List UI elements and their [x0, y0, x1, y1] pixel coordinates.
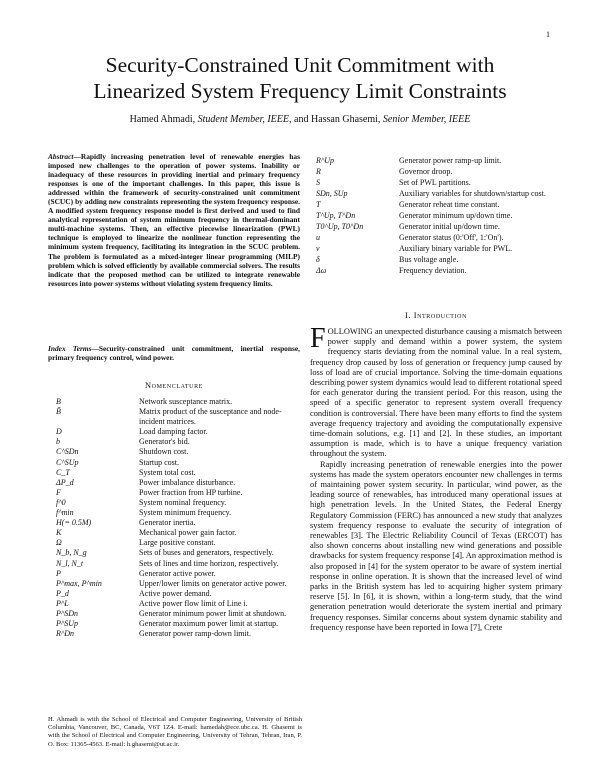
nomenclature-description: Matrix product of the susceptance and node-incident matrices. — [139, 407, 282, 427]
nomenclature-symbol: T^Up, T^Dn — [316, 211, 356, 220]
nomenclature-entry — [56, 508, 304, 518]
nomenclature-entry — [316, 177, 566, 188]
nomenclature-description: Load damping factor. — [139, 427, 208, 437]
nomenclature-entry — [316, 232, 566, 243]
nomenclature-symbol: P_d — [56, 588, 69, 598]
nomenclature-description: Generator initial up/down time. — [399, 222, 500, 231]
nomenclature-entry — [56, 458, 304, 468]
author-line — [40, 114, 560, 125]
index-terms — [48, 344, 300, 362]
nomenclature-description: Startup cost. — [139, 457, 179, 467]
author-1-role: Student Member, IEEE, — [197, 114, 292, 125]
nomenclature-symbol: F — [56, 487, 61, 497]
title-line-2: Linearized System Frequency Limit Constraints — [93, 79, 507, 103]
nomenclature-description: Auxiliary variables for shutdown/startup cost. — [399, 189, 546, 198]
nomenclature-entry — [316, 254, 566, 265]
nomenclature-description: Frequency deviation. — [399, 266, 467, 275]
nomenclature-entry — [56, 407, 304, 427]
nomenclature-description: Generator minimum power limit at shutdown. — [139, 608, 287, 618]
nomenclature-entry — [56, 559, 304, 569]
nomenclature-symbol: Δω — [316, 266, 327, 275]
nomenclature-symbol: C_T — [56, 467, 70, 477]
page-number: 1 — [546, 30, 550, 39]
nomenclature-symbol: C^SUp — [56, 457, 79, 467]
nomenclature-description: Generator maximum power limit at startup. — [139, 619, 279, 629]
nomenclature-symbol: S — [316, 178, 320, 187]
nomenclature-description: System nominal frequency. — [139, 497, 227, 507]
nomenclature-entry — [56, 468, 304, 478]
nomenclature-entry — [56, 447, 304, 457]
index-terms-text: —Security-constrained unit commitment, inertial response, primary frequency control, wind power. — [48, 344, 300, 363]
author-2-role: Senior Member, IEEE — [382, 114, 471, 125]
nomenclature-description: Generator reheat time constant. — [399, 200, 500, 209]
nomenclature-symbol: u — [316, 233, 320, 242]
nomenclature-description: Mechanical power gain factor. — [139, 528, 237, 538]
nomenclature-entry — [316, 265, 566, 276]
index-terms-lead: Index Terms — [48, 344, 92, 353]
author-2: Hassan Ghasemi, — [310, 114, 381, 125]
nomenclature-entry — [56, 569, 304, 579]
nomenclature-symbol: R — [316, 167, 321, 176]
nomenclature-symbol: Ω — [56, 538, 62, 548]
nomenclature-description: Generator inertia. — [139, 518, 196, 528]
nomenclature-symbol: H(= 0.5M) — [56, 518, 92, 528]
nomenclature-description: Generator's bid. — [139, 437, 190, 447]
nomenclature-entry — [316, 210, 566, 221]
nomenclature-symbol: ΔP_d — [56, 477, 74, 487]
nomenclature-description: System total cost. — [139, 467, 196, 477]
nomenclature-symbol: B — [56, 397, 61, 406]
nomenclature-description: Governor droop. — [399, 167, 453, 176]
nomenclature-description: Large positive constant. — [139, 538, 216, 548]
author-and: and — [294, 114, 309, 125]
nomenclature-list-right — [316, 155, 566, 276]
drop-cap: F — [310, 323, 326, 354]
nomenclature-description: System minimum frequency. — [139, 508, 232, 518]
nomenclature-entry — [56, 437, 304, 447]
nomenclature-symbol: δ — [316, 255, 320, 264]
nomenclature-description: Bus voltage angle. — [399, 255, 459, 264]
nomenclature-symbol: P^SDn — [56, 608, 79, 618]
nomenclature-symbol: SDn, SUp — [316, 189, 348, 198]
nomenclature-entry — [316, 188, 566, 199]
abstract-text: —Rapidly increasing penetration level of renewable energies has imposed new challenges to the operation of power systems. Inability or inadequacy of these resources in providing inertial and primary frequency responses is one of the important challenges. In this paper, this issue is addressed within the framework of security-constrained unit commitment (SCUC) by adding new constraints representing the system frequency response. A modified system frequency response model is first derived and used to find analytical representation of system minimum frequency in thermal-dominant multi-machine systems. Then, an effective piecewise linearization (PWL) technique is employed to linearize the nonlinear function representing the minimum system frequency, facilitating its integration in the SCUC problem. The problem is formulated as a mixed-integer linear programming (MILP) problem which is solved efficiently by available commercial solvers. The results indicate that the proposed method can be utilized to integrate renewable resources into power systems without violating system frequency limits. — [48, 152, 300, 288]
nomenclature-entry — [316, 199, 566, 210]
nomenclature-symbol: B̃ — [56, 407, 61, 417]
nomenclature-entry — [56, 579, 304, 589]
nomenclature-description: Auxiliary binary variable for PWL. — [399, 244, 513, 253]
nomenclature-description: Generator status (0:'Off', 1:'On'). — [399, 233, 504, 242]
nomenclature-symbol: P^L — [56, 598, 69, 608]
nomenclature-heading: Nomenclature — [145, 381, 203, 390]
intro-paragraph-1-text: OLLOWING an unexpected disturbance causing a mismatch between power supply and demand within a power system, the system frequency starts deviating from the nominal value. In a real system, frequency drop caused by loss of generation or frequency jump caused by loss of load are of crucial importance. Solving the time-domain equations describing power system dynamics would lead to different rotational speed for each generator during the transient period. For this reason, using the speed of a specific generator to represent system overall frequency condition is controversial. There have been many efforts to find the system average frequency trajectory and avoiding the computationally expensive time-domain solutions, e.g. [1] and [2]. In these studies, an important assumption is made, which is to have a unique frequency variation throughout the system. — [310, 327, 562, 459]
nomenclature-symbol: T0^Up, T0^Dn — [316, 222, 364, 231]
nomenclature-description: Upper/lower limits on generator active power. — [139, 578, 287, 588]
nomenclature-entry — [56, 548, 304, 558]
nomenclature-description: Sets of buses and generators, respectively. — [139, 548, 274, 558]
nomenclature-symbol: P — [56, 568, 61, 578]
nomenclature-symbol: C^SDn — [56, 447, 79, 457]
nomenclature-entry — [56, 609, 304, 619]
nomenclature-symbol: f^min — [56, 508, 74, 518]
nomenclature-entry — [56, 528, 304, 538]
introduction-body — [310, 323, 562, 633]
nomenclature-entry — [56, 498, 304, 508]
intro-paragraph-1 — [310, 323, 562, 460]
author-footnote: H. Ahmadi is with the School of Electrical and Computer Engineering, University of British Columbia, Vancouver, BC, Canada, V6T 1Z4. E-mail: hamedah@ece.ubc.ca. H. Ghasemi is with the School of Electrical and Computer Engineering, University of Tehran, Tehran, Iran, P. O. Box: 11365-4563. E-mail: h.ghasemi@ut.ac.ir. — [48, 716, 302, 748]
abstract — [48, 152, 300, 288]
nomenclature-symbol: D — [56, 427, 62, 437]
abstract-lead: Abstract — [48, 152, 74, 161]
nomenclature-entry — [56, 427, 304, 437]
nomenclature-entry — [56, 518, 304, 528]
nomenclature-description: Generator minimum up/down time. — [399, 211, 513, 220]
nomenclature-symbol: K — [56, 528, 62, 538]
nomenclature-entry — [56, 629, 304, 639]
nomenclature-symbol: v — [316, 244, 320, 253]
nomenclature-description: Shutdown cost. — [139, 447, 189, 457]
nomenclature-description: Power fraction from HP turbine. — [139, 487, 243, 497]
nomenclature-entry — [56, 589, 304, 599]
introduction-heading: I. Introduction — [404, 311, 468, 320]
nomenclature-entry — [56, 478, 304, 488]
nomenclature-symbol: b — [56, 437, 60, 447]
nomenclature-list-left — [56, 397, 304, 639]
nomenclature-entry — [56, 599, 304, 609]
nomenclature-description: Active power demand. — [139, 588, 212, 598]
nomenclature-symbol: N_l, N_t — [56, 558, 84, 568]
nomenclature-description: Active power flow limit of Line i. — [139, 598, 248, 608]
paper-title — [40, 52, 560, 104]
nomenclature-symbol: T — [316, 200, 321, 209]
nomenclature-description: Power imbalance disturbance. — [139, 477, 236, 487]
nomenclature-symbol: P^max, P^min — [56, 578, 102, 588]
intro-paragraph-2: Rapidly increasing penetration of renewable energies into the power systems has made the system operators encounter new challenges in terms of maintaining power system security. In particular, wind power, as the leading source of renewables, has introduced many operational issues at high penetration levels. In the United States, the Federal Energy Regulatory Commission (FERC) has announced a new study that analyzes system frequency response to evaluate the security of integration of renewables [3]. The Electric Reliability Council of Texas (ERCOT) has also shown concerns about installing new wind generations and possible drawbacks for system frequency response [4]. An approximation method is also proposed in [4] for the system operator to be aware of system inertial response in online operation. It is shown that the increased level of wind parks in the British system has led to acquiring higher system primary reserve [5]. In [6], it is shown, within a long-term study, that the wind generation penetration would deteriorate the system inertial and primary frequency responses. Similar concerns about system dynamic stability and frequency response have been reported in Iowa [7], Crete — [310, 459, 562, 632]
nomenclature-entry — [316, 221, 566, 232]
nomenclature-symbol: N_b, N_g — [56, 548, 87, 558]
nomenclature-entry — [56, 538, 304, 548]
nomenclature-description: Generator power ramp-down limit. — [139, 629, 251, 639]
nomenclature-entry — [316, 243, 566, 254]
nomenclature-entry — [56, 619, 304, 629]
nomenclature-description: Sets of lines and time horizon, respectively. — [139, 558, 279, 568]
nomenclature-symbol: f^0 — [56, 497, 66, 507]
nomenclature-description: Set of PWL partitions. — [399, 178, 471, 187]
author-1: Hamed Ahmadi, — [129, 114, 196, 125]
title-line-1: Security-Constrained Unit Commitment with — [105, 53, 495, 77]
nomenclature-symbol: P^SUp — [56, 619, 79, 629]
nomenclature-description: Generator power ramp-up limit. — [399, 156, 502, 165]
nomenclature-symbol: R^Dn — [56, 629, 75, 639]
nomenclature-entry — [56, 397, 304, 407]
nomenclature-description: Network susceptance matrix. — [139, 397, 233, 406]
nomenclature-entry — [316, 155, 566, 166]
nomenclature-entry — [56, 488, 304, 498]
nomenclature-entry — [316, 166, 566, 177]
nomenclature-description: Generator active power. — [139, 568, 216, 578]
nomenclature-symbol: R^Up — [316, 156, 335, 165]
